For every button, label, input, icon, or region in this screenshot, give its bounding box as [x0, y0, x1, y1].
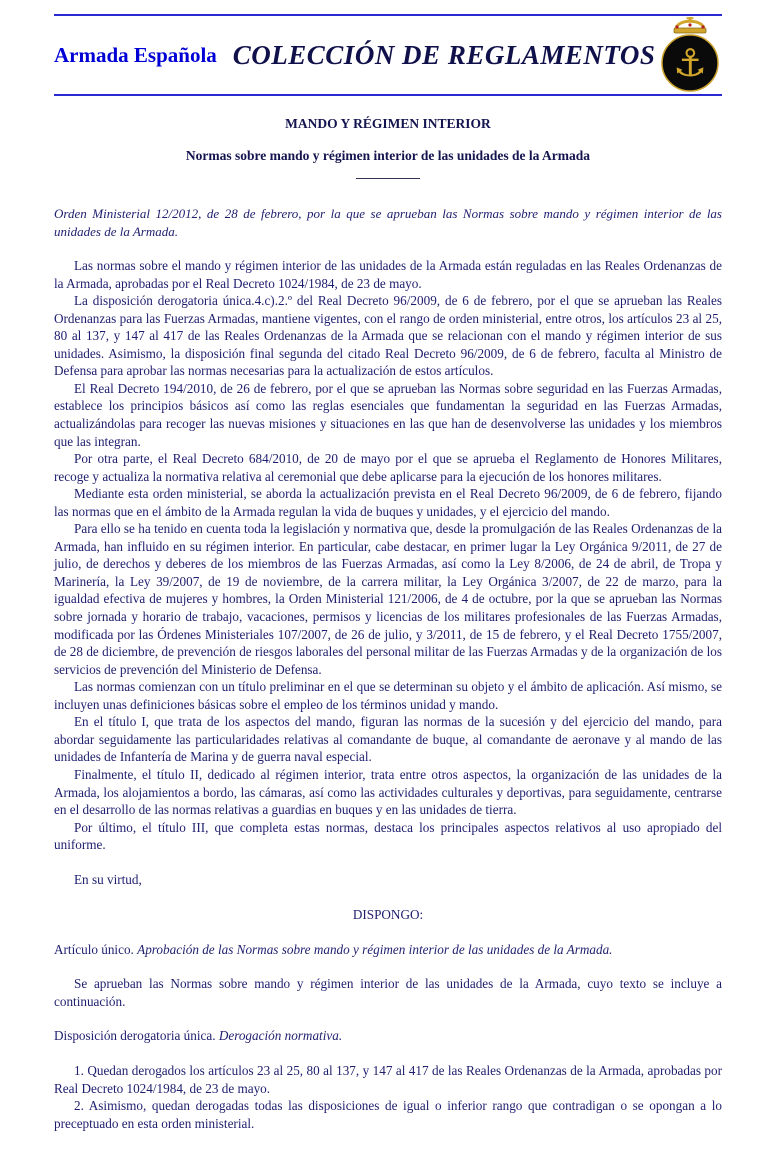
body-paragraph: En el título I, que trata de los aspectos del mando, figuran las normas de la sucesión y del ejercicio del mando, para abordar seguidamente las particularidades relativas al comandante de buque, al comandante de aeronave y al mando de las unidades de Infantería de Marina y de guerra naval especial.: [54, 714, 722, 765]
order-ministerial-line: Orden Ministerial 12/2012, de 28 de febrero, por la que se aprueban las Normas sobre mando y régimen interior de las unidades de la Armada.: [54, 206, 722, 239]
articulo-unico: [54, 941, 722, 959]
crown-anchor-icon: [660, 17, 720, 93]
disposicion-derogatoria: [54, 1027, 722, 1045]
derogatoria-item: 2. Asimismo, quedan derogadas todas las disposiciones de igual o inferior rango que contradigan o se opongan a lo preceptuado en esta orden ministerial.: [54, 1098, 722, 1131]
subtitle-heading: Normas sobre mando y régimen interior de las unidades de la Armada: [185, 148, 591, 163]
masthead: [54, 16, 722, 94]
header-rule: [54, 94, 722, 96]
body-paragraph: Por otra parte, el Real Decreto 684/2010, de 20 de mayo por el que se aprueba el Reglamento de Honores Militares, recoge y actualiza la normativa relativa al ceremonial que debe aplicarse para la ejecución de los honores militares.: [54, 451, 722, 484]
body-paragraph: Mediante esta orden ministerial, se aborda la actualización prevista en el Real Decreto 96/2009, de 6 de febrero, fijando las normas que en el ámbito de la Armada regulan la vida de buques y unidades, y el ejercicio del mando.: [54, 486, 722, 519]
crown-icon: [674, 17, 706, 33]
articulo-title: Aprobación de las Normas sobre mando y régimen interior de las unidades de la Armada.: [137, 941, 613, 957]
derogatoria-item: 1. Quedan derogados los artículos 23 al 25, 80 al 137, y 147 al 417 de las Reales Ordenanzas de la Armada, aprobadas por Real Decreto 1024/1984, de 23 de mayo.: [54, 1062, 722, 1096]
dispongo-heading: DISPONGO:: [352, 907, 424, 923]
body-text: [54, 257, 722, 1132]
short-divider: [356, 178, 420, 179]
body-paragraph: Finalmente, el título II, dedicado al régimen interior, trata entre otros aspectos, la organización de las unidades de la Armada, los alojamientos a bordo, las cámaras, así como las actividades culturales y deportivas, para seguidamente, centrarse en el desarrollo de las normas relativas a guardias en buques y en las unidades de tierra.: [54, 766, 722, 818]
body-paragraph: Para ello se ha tenido en cuenta toda la legislación y normativa que, desde la promulgación de las Reales Ordenanzas de la Armada, han influido en su régimen interior. En particular, cabe destacar, en primer lugar la Ley Orgánica 9/2011, de 27 de julio, de derechos y deberes de los miembros de las Fuerzas Armadas, así como la Ley 8/2006, de 24 de abril, de Tropa y Marinería, la Ley 39/2007, de 19 de noviembre, de la carrera militar, la Ley Orgánica 3/2007, de 22 de marzo, para la igualdad efectiva de mujeres y hombres, la Orden Ministerial 121/2006, de 4 de octubre, por la que se aprueban las Normas sobre jornada y horario de trabajo, vacaciones, permisos y licencias de los militares profesionales de las Fuerzas Armadas, modificada por las Órdenes Ministeriales 107/2007, de 26 de julio, y 3/2011, de 15 de febrero, y el Real Decreto 1755/2007, de 28 de diciembre, de prevención de riesgos laborales del personal militar de las Fuerzas Armadas y de la organización de los servicios de prevención del Ministerio de Defensa.: [54, 521, 722, 677]
body-paragraph: Las normas sobre el mando y régimen interior de las unidades de la Armada están reguladas en las Reales Ordenanzas de la Armada, aprobadas por el Real Decreto 1024/1984, de 23 de mayo.: [54, 258, 722, 291]
brand-name: Armada Española: [54, 42, 217, 67]
document-title: COLECCIÓN DE REGLAMENTOS: [232, 39, 656, 70]
closing-line: En su virtud,: [74, 871, 142, 887]
articulo-label: Artículo único.: [54, 941, 134, 957]
anchor-icon: ⚓: [672, 41, 708, 85]
body-paragraph: Por último, el título III, que completa estas normas, destaca los principales aspectos relativos al uso apropiado del uniforme.: [54, 819, 722, 853]
body-paragraph: La disposición derogatoria única.4.c).2.º del Real Decreto 96/2009, de 6 de febrero, por el que se aprueban las Reales Ordenanzas para las Fuerzas Armadas, mantiene vigentes, con el rango de orden ministerial, entre otros, los artículos 23 al 25, 80 al 137, y 147 al 417 de las Reales Ordenanzas de la Armada que se relacionan con el mando y régimen interior de sus unidades. Asimismo, la disposición final segunda del citado Real Decreto 96/2009, de 6 de febrero, faculta al Ministro de Defensa para aprobar las normas necesarias para la actualización de estos artículos.: [54, 293, 722, 379]
derogatoria-label: Disposición derogatoria única.: [54, 1028, 216, 1044]
body-paragraph: Las normas comienzan con un título preliminar en el que se determinan su objeto y el ámbito de aplicación. Así mismo, se incluyen unas definiciones básicas sobre el empleo de los términos unidad y mando.: [54, 679, 722, 712]
navy-emblem: [660, 17, 720, 93]
body-paragraph: El Real Decreto 194/2010, de 26 de febrero, por el que se aprueban las Normas sobre seguridad en las Fuerzas Armadas, establece los principios básicos así como las reglas esenciales que fundamentan la seguridad en las Fuerzas Armadas, actualizándolas para recoger las nuevas misiones y situaciones en las que han de desenvolverse las unidades y los miembros que las integran.: [54, 380, 722, 449]
section-heading: MANDO Y RÉGIMEN INTERIOR: [285, 116, 491, 131]
derogatoria-title: Derogación normativa.: [218, 1028, 343, 1044]
se-aprueban-paragraph: Se aprueban las Normas sobre mando y régimen interior de las unidades de la Armada, cuyo texto se incluye a continuación.: [54, 976, 722, 1009]
